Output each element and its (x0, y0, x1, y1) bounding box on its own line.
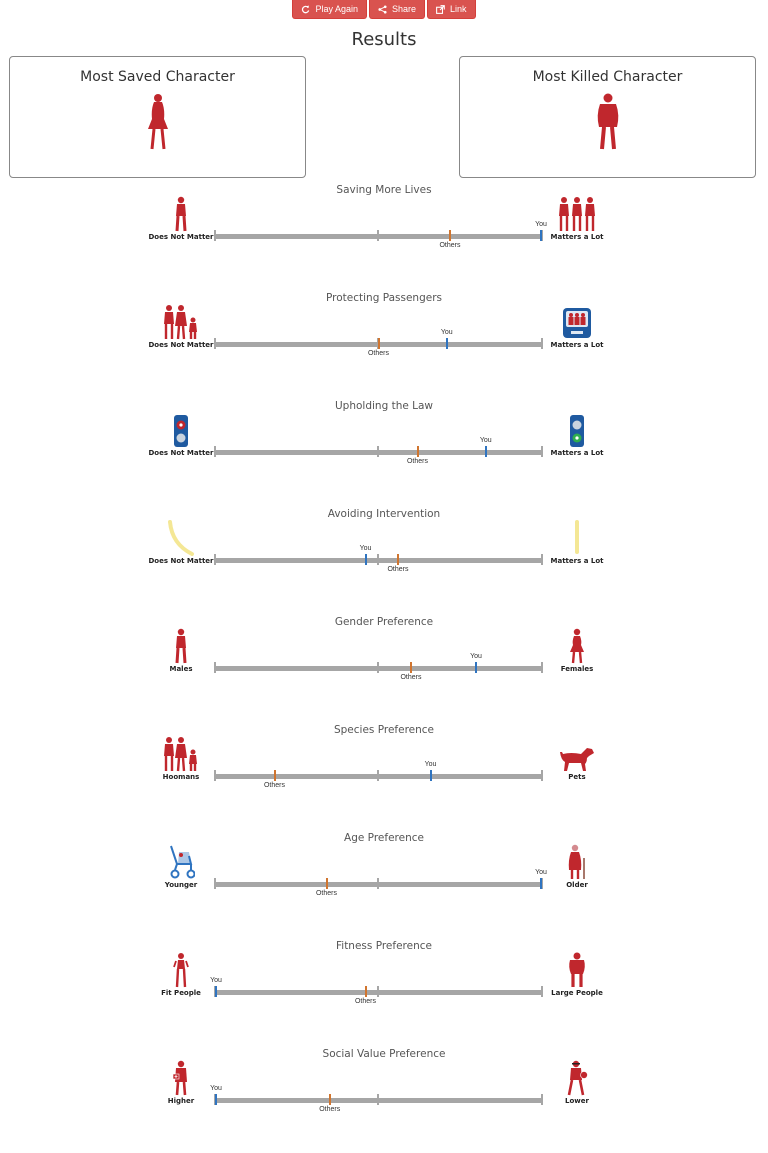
right-label: Pets (568, 773, 586, 781)
track-tick (541, 446, 543, 457)
track-tick (541, 770, 543, 781)
others-marker-label: Others (400, 674, 422, 681)
dog-icon (552, 736, 602, 772)
track-tick (214, 338, 216, 349)
track-tick (377, 878, 379, 889)
track-tick (541, 986, 543, 997)
you-marker-label: You (535, 869, 547, 876)
track-tick (377, 1094, 379, 1105)
others-marker (365, 986, 367, 997)
others-marker-label: Others (315, 890, 337, 897)
you-marker-label: You (535, 221, 547, 228)
you-marker (215, 986, 217, 997)
preference-row-age-preference (0, 832, 768, 940)
pedestrian-family-icon (156, 304, 206, 340)
others-marker-label: Others (406, 458, 428, 465)
criminal-icon (552, 1060, 602, 1096)
humans-icon (156, 736, 206, 772)
red-signal-icon (156, 412, 206, 448)
stroller-icon (156, 844, 206, 880)
left-label: Does Not Matter (148, 233, 214, 241)
track-tick (541, 338, 543, 349)
right-label: Matters a Lot (550, 341, 604, 349)
most-saved-card (9, 56, 306, 178)
you-marker-label: You (479, 437, 492, 444)
track-tick (377, 662, 379, 673)
right-label: Matters a Lot (550, 449, 604, 457)
track-tick (214, 230, 216, 241)
play-again-label: Play Again (315, 3, 358, 14)
swerve-path-icon (156, 520, 206, 556)
green-signal-icon (552, 412, 602, 448)
preference-row-protecting-passengers (0, 292, 768, 400)
preference-row-fitness-preference (0, 940, 768, 1048)
others-marker-label: Others (387, 566, 409, 573)
track-tick (214, 446, 216, 457)
you-marker-label: You (359, 545, 372, 552)
track-tick (214, 662, 216, 673)
right-label: Large People (551, 989, 603, 997)
left-label: Does Not Matter (148, 557, 214, 565)
link-label: Link (450, 3, 467, 14)
you-marker-label: You (440, 329, 453, 336)
others-marker-label: Others (263, 782, 285, 789)
track-tick (541, 554, 543, 565)
left-label: Fit People (161, 989, 201, 997)
single-person-icon (156, 196, 206, 232)
woman-icon (147, 93, 169, 151)
you-marker (540, 230, 542, 241)
you-marker (215, 1094, 217, 1105)
car-passengers-icon (552, 304, 602, 340)
refresh-icon (301, 5, 310, 14)
track-tick (377, 230, 379, 241)
large-person-icon (552, 952, 602, 988)
left-label: Higher (167, 1097, 195, 1105)
you-marker (430, 770, 432, 781)
preference-title: Age Preference (344, 832, 424, 844)
share-label: Share (391, 3, 417, 14)
you-marker (475, 662, 477, 673)
most-killed-card (459, 56, 756, 178)
you-marker (485, 446, 487, 457)
track-tick (214, 770, 216, 781)
most-saved-title: Most Saved Character (80, 69, 235, 85)
track-tick (377, 554, 379, 565)
you-marker (446, 338, 448, 349)
link-button[interactable] (427, 0, 476, 19)
left-label: Does Not Matter (148, 341, 214, 349)
track-tick (214, 554, 216, 565)
track-tick (541, 662, 543, 673)
preference-title: Avoiding Intervention (327, 508, 441, 520)
straight-path-icon (552, 520, 602, 556)
others-marker-label: Others (319, 1106, 341, 1113)
others-marker-label: Others (354, 998, 376, 1005)
right-label: Matters a Lot (550, 233, 604, 241)
others-marker (274, 770, 276, 781)
preference-row-species-preference (0, 724, 768, 832)
toolbar (0, 0, 768, 19)
preference-row-upholding-the-law (0, 400, 768, 508)
track-tick (377, 986, 379, 997)
preference-title: Upholding the Law (334, 400, 434, 412)
track-tick (541, 1094, 543, 1105)
preference-row-avoiding-intervention (0, 508, 768, 616)
right-label: Matters a Lot (550, 557, 604, 565)
you-marker-label: You (210, 1085, 222, 1092)
preference-title: Social Value Preference (322, 1048, 446, 1060)
large-woman-icon (596, 93, 620, 151)
others-marker (410, 662, 412, 673)
you-marker (365, 554, 367, 565)
preference-title: Protecting Passengers (326, 292, 442, 304)
others-marker (417, 446, 419, 457)
track-tick (377, 770, 379, 781)
female-icon (552, 628, 602, 664)
most-killed-title: Most Killed Character (532, 69, 683, 85)
preference-title: Gender Preference (334, 616, 434, 628)
play-again-button[interactable] (292, 0, 367, 19)
left-label: Males (169, 665, 193, 673)
preference-title: Species Preference (333, 724, 435, 736)
preference-title: Fitness Preference (336, 940, 432, 952)
others-marker-label: Others (367, 350, 389, 357)
left-label: Younger (164, 881, 198, 889)
left-label: Does Not Matter (148, 449, 214, 457)
you-marker (540, 878, 542, 889)
track-tick (377, 446, 379, 457)
external-link-icon (436, 5, 445, 14)
others-marker (329, 1094, 331, 1105)
track-tick (214, 878, 216, 889)
male-icon (156, 628, 206, 664)
preference-row-gender-preference (0, 616, 768, 724)
you-marker-label: You (210, 977, 222, 984)
others-marker (378, 338, 380, 349)
left-label: Hoomans (162, 773, 200, 781)
right-label: Older (566, 881, 588, 889)
others-marker (397, 554, 399, 565)
others-marker (326, 878, 328, 889)
preference-row-social-value-preference (0, 1048, 768, 1153)
preference-title: Saving More Lives (336, 184, 432, 196)
others-marker-label: Others (439, 242, 461, 249)
share-icon (378, 5, 387, 14)
preference-row-saving-more-lives (0, 184, 768, 292)
right-label: Lower (565, 1097, 589, 1105)
you-marker-label: You (424, 761, 437, 768)
share-button[interactable] (369, 0, 425, 19)
results-title: Results (351, 29, 417, 50)
you-marker-label: You (470, 653, 482, 660)
others-marker (449, 230, 451, 241)
right-label: Females (560, 665, 594, 673)
